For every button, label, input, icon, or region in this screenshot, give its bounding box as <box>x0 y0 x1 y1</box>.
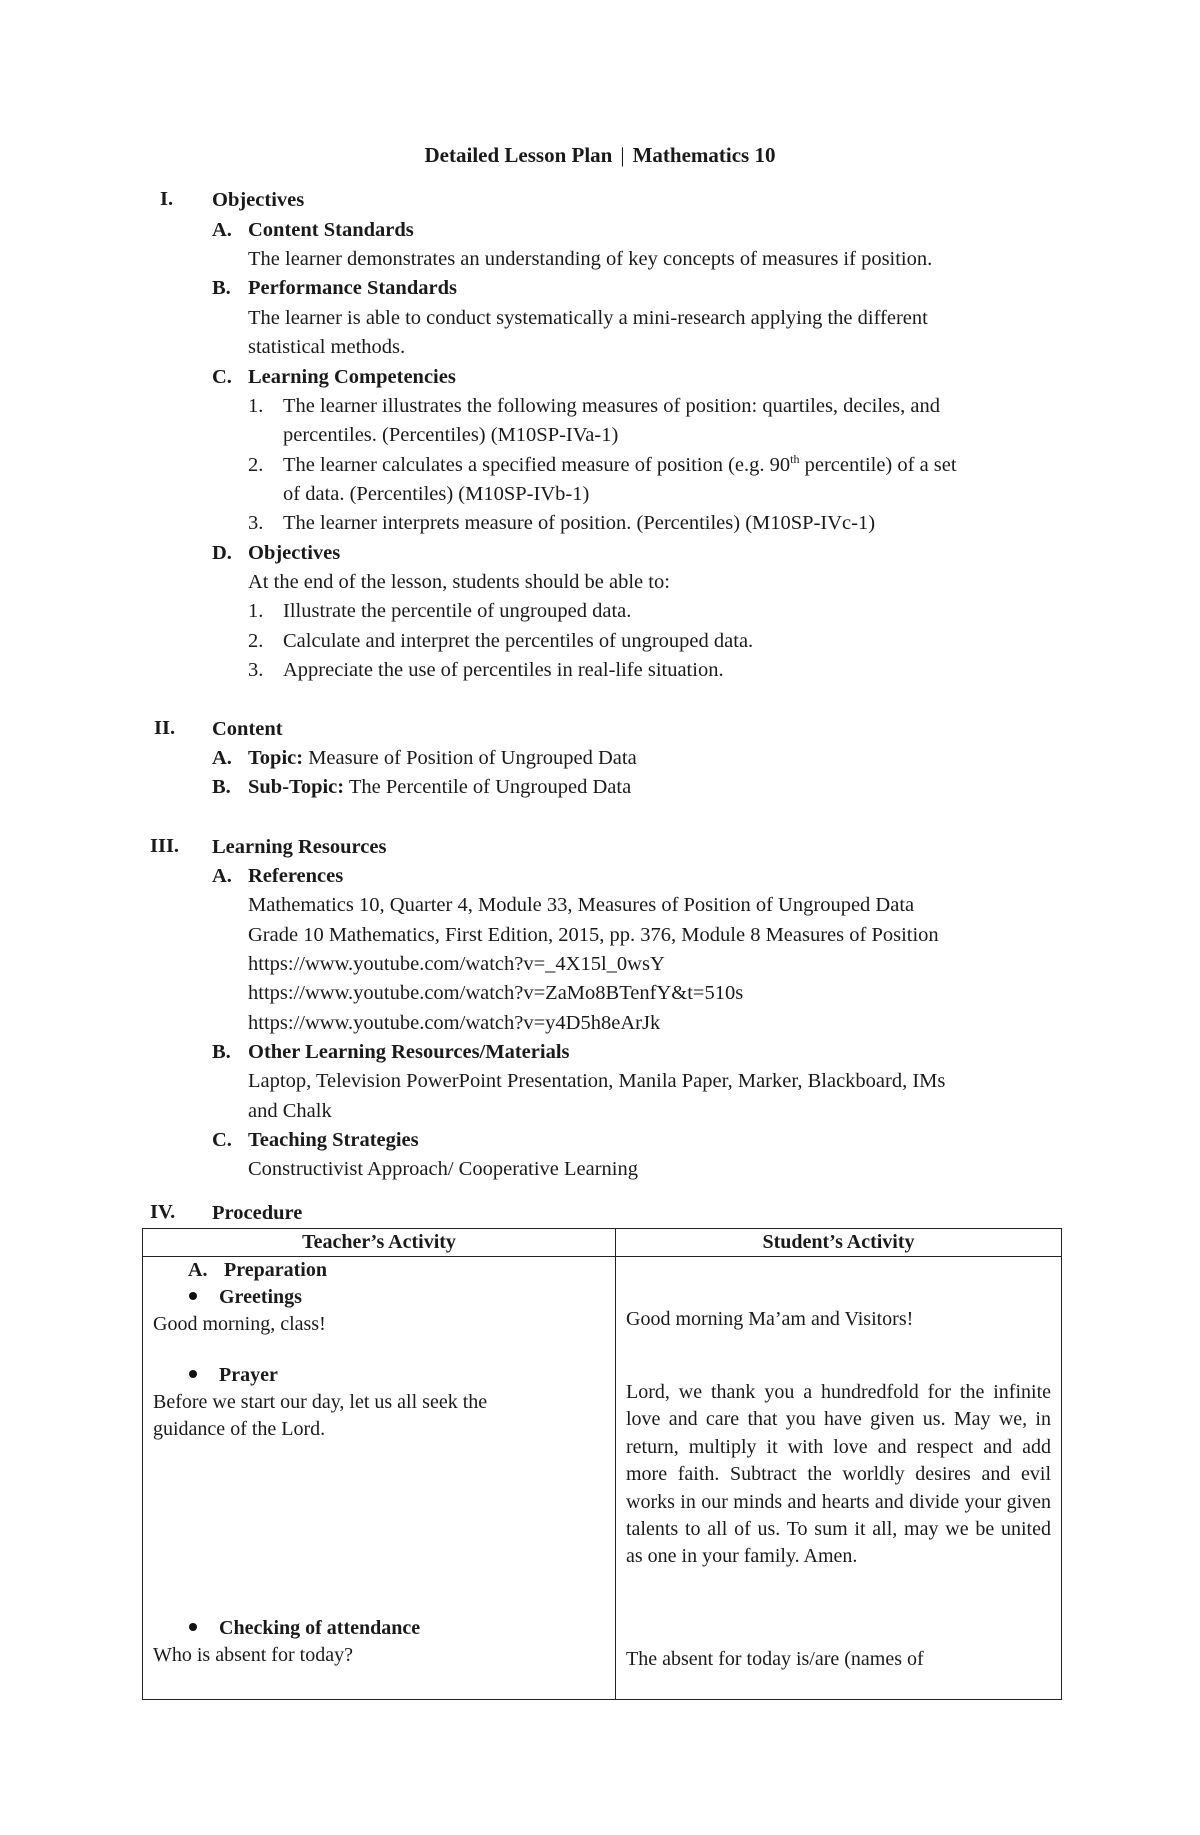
attendance-heading: Checking of attendance <box>219 1617 421 1639</box>
content-standards-heading: Content Standards <box>248 219 414 241</box>
competency-2-line2: of data. (Percentiles) (M10SP-IVb-1) <box>283 483 590 505</box>
prayer-heading-row <box>189 1362 278 1389</box>
competency-2-superscript: th <box>790 452 800 467</box>
column-header-teacher: Teacher’s Activity <box>302 1231 456 1253</box>
preparation-letter: A. <box>188 1259 208 1281</box>
competency-2-text-a: The learner calculates a specified measure of position (e.g. 90 <box>283 454 791 476</box>
reference-1: Mathematics 10, Quarter 4, Module 33, Measures of Position of Ungrouped Data <box>248 894 915 916</box>
other-resources-line1: Laptop, Television PowerPoint Presentation, Manila Paper, Marker, Blackboard, IMs <box>248 1070 946 1092</box>
references-letter: A. <box>212 865 232 887</box>
section-number-objectives: I. <box>160 188 174 210</box>
section-heading-procedure: Procedure <box>212 1202 303 1224</box>
objective-1-text: Illustrate the percentile of ungrouped data. <box>283 600 632 622</box>
bullet-icon <box>189 1370 197 1378</box>
title-separator: | <box>620 143 625 167</box>
greetings-student: Good morning Ma’am and Visitors! <box>626 1308 914 1330</box>
other-resources-line2: and Chalk <box>248 1100 332 1122</box>
performance-standards-line2: statistical methods. <box>248 336 406 358</box>
attendance-teacher: Who is absent for today? <box>153 1644 353 1666</box>
prayer-teacher-line1: Before we start our day, let us all seek the <box>153 1391 488 1413</box>
bullet-icon <box>189 1292 197 1300</box>
prayer-teacher-line2: guidance of the Lord. <box>153 1418 326 1440</box>
topic-label: Topic: <box>248 747 304 769</box>
strategies-heading: Teaching Strategies <box>248 1129 419 1151</box>
performance-standards-letter: B. <box>212 277 231 299</box>
strategies-text: Constructivist Approach/ Cooperative Learning <box>248 1158 638 1180</box>
competency-3-num: 3. <box>248 512 264 534</box>
strategies-letter: C. <box>212 1129 232 1151</box>
learning-competencies-heading: Learning Competencies <box>248 366 456 388</box>
objectives-d-heading: Objectives <box>248 542 341 564</box>
reference-2: Grade 10 Mathematics, First Edition, 2015, pp. 376, Module 8 Measures of Position <box>248 924 939 946</box>
topic-line <box>248 744 637 773</box>
learning-competencies-letter: C. <box>212 366 232 388</box>
section-number-resources: III. <box>150 835 180 857</box>
objectives-d-letter: D. <box>212 542 232 564</box>
reference-url-1[interactable]: https://www.youtube.com/watch?v=_4X15l_0wsY <box>248 953 665 975</box>
prayer-heading: Prayer <box>219 1364 278 1386</box>
greetings-heading-row <box>189 1284 302 1311</box>
section-number-procedure: IV. <box>150 1201 176 1223</box>
topic-value: Measure of Position of Ungrouped Data <box>303 747 637 769</box>
table-column-divider <box>615 1229 616 1699</box>
content-standards-text: The learner demonstrates an understanding of key concepts of measures if position. <box>248 248 933 270</box>
competency-2-num: 2. <box>248 454 264 476</box>
title-left: Detailed Lesson Plan <box>424 143 613 167</box>
subtopic-letter: B. <box>212 776 231 798</box>
objective-2-num: 2. <box>248 630 264 652</box>
title-right: Mathematics 10 <box>632 143 776 167</box>
competency-2-line1 <box>283 451 957 480</box>
section-heading-content: Content <box>212 718 283 740</box>
competency-1-line2: percentiles. (Percentiles) (M10SP-IVa-1) <box>283 424 619 446</box>
content-standards-letter: A. <box>212 219 232 241</box>
page-title <box>0 143 1200 168</box>
subtopic-value: The Percentile of Ungrouped Data <box>344 776 632 798</box>
performance-standards-line1: The learner is able to conduct systematically a mini-research applying the different <box>248 307 928 329</box>
performance-standards-heading: Performance Standards <box>248 277 457 299</box>
objectives-intro: At the end of the lesson, students should be able to: <box>248 571 670 593</box>
prayer-student: Lord, we thank you a hundredfold for the infinite love and care that you have given us. May we, in return, multiply it with love and respect and add more faith. Subtract the worldly desires and evil works in our minds and hearts and divide your given talents to all of us. To sum it all, may we be united as one in your family. Amen. <box>626 1381 1051 1568</box>
reference-url-2[interactable]: https://www.youtube.com/watch?v=ZaMo8BTenfY&t=510s <box>248 982 744 1004</box>
competency-3-line1: The learner interprets measure of position. (Percentiles) (M10SP-IVc-1) <box>283 512 876 534</box>
greetings-heading: Greetings <box>219 1286 302 1308</box>
greetings-teacher: Good morning, class! <box>153 1313 326 1335</box>
objective-1-num: 1. <box>248 600 264 622</box>
section-number-content: II. <box>154 717 176 739</box>
preparation-heading: Preparation <box>224 1259 327 1281</box>
objective-3-text: Appreciate the use of percentiles in real-life situation. <box>283 659 724 681</box>
section-heading-resources: Learning Resources <box>212 836 387 858</box>
subtopic-label: Sub-Topic: <box>248 776 345 798</box>
references-heading: References <box>248 865 344 887</box>
competency-1-line1: The learner illustrates the following measures of position: quartiles, deciles, and <box>283 395 940 417</box>
reference-url-3[interactable]: https://www.youtube.com/watch?v=y4D5h8eArJk <box>248 1012 661 1034</box>
topic-letter: A. <box>212 747 232 769</box>
objective-2-text: Calculate and interpret the percentiles of ungrouped data. <box>283 630 754 652</box>
procedure-table <box>142 1228 1062 1700</box>
competency-1-num: 1. <box>248 395 264 417</box>
bullet-icon <box>189 1623 197 1631</box>
subtopic-line <box>248 773 631 802</box>
competency-2-text-b: percentile) of a set <box>799 454 957 476</box>
attendance-student: The absent for today is/are (names of <box>626 1648 924 1670</box>
section-heading-objectives: Objectives <box>212 189 305 211</box>
other-resources-letter: B. <box>212 1041 231 1063</box>
objective-3-num: 3. <box>248 659 264 681</box>
other-resources-heading: Other Learning Resources/Materials <box>248 1041 570 1063</box>
attendance-heading-row <box>189 1615 420 1642</box>
column-header-student: Student’s Activity <box>762 1231 915 1253</box>
